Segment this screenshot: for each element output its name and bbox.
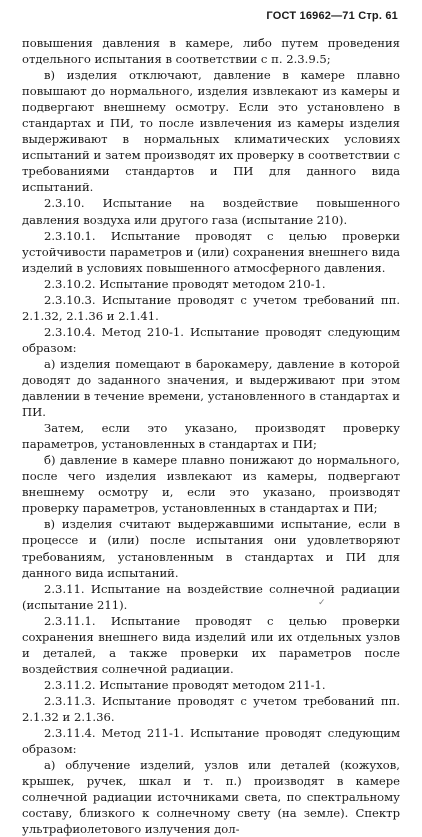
- paragraph: 2.3.11.1. Испытание проводят с целью проверки сохранения внешнего вида изделий или их отдельных узлов и деталей, а также проверки их параметров после воздействия солнечной радиации.: [22, 613, 400, 676]
- margin-mark: ✓: [318, 598, 326, 608]
- paragraph: Затем, если это указано, производят проверку параметров, установленных в стандартах и ПИ;: [22, 421, 400, 452]
- paragraph: 2.3.10.2. Испытание проводят методом 210-1.: [44, 276, 326, 291]
- paragraph: 2.3.10.1. Испытание проводят с целью проверки устойчивости параметров и (или) сохранения внешнего вида изделий в условиях повышенного атмосферного давления.: [22, 228, 400, 275]
- paragraph: в) изделия отключают, давление в камере плавно повышают до нормального, изделия извлекают из камеры и подвергают внешнему осмотру. Если это установлено в стандартах и ПИ, то после извлечения из камеры изделия выдерживают в нормальных климатических условиях испытаний и затем производят их проверку в соответствии с требованиями стандартов и ПИ для данного вида испытаний.: [22, 68, 400, 195]
- section-heading: 2.3.11. Испытание на воздействие солнечной радиации (испытание 211).: [22, 581, 400, 612]
- paragraph: 2.3.11.2. Испытание проводят методом 211-1.: [44, 677, 326, 692]
- paragraph: повышения давления в камере, либо путем проведения отдельного испытания в соответствии с п. 2.3.9.5;: [22, 36, 400, 67]
- document-body: [22, 35, 400, 837]
- paragraph: в) изделия считают выдержавшими испытание, если в процессе и (или) после испытания они удовлетворяют требованиям, установленным в стандартах и ПИ для данного вида испытаний.: [22, 517, 400, 580]
- section-heading: 2.3.10. Испытание на воздействие повышенного давления воздуха или другого газа (испытание 210).: [22, 196, 400, 227]
- page-header: ГОСТ 16962—71 Стр. 61: [266, 10, 398, 22]
- paragraph: б) давление в камере плавно понижают до нормального, после чего изделия извлекают из камеры, подвергают внешнему осмотру и, если это указано, производят проверку параметров, установленных в стандартах и ПИ;: [22, 453, 400, 516]
- method-heading: 2.3.11.4. Метод 211-1. Испытание проводят следующим образом:: [22, 726, 400, 757]
- paragraph: 2.3.10.3. Испытание проводят с учетом требований пп. 2.1.32, 2.1.36 и 2.1.41.: [22, 292, 400, 323]
- paragraph: а) изделия помещают в барокамеру, давление в которой доводят до заданного значения, и выдерживают при этом давлении в течение времени, установленного в стандартах и ПИ.: [22, 356, 400, 420]
- paragraph: 2.3.11.3. Испытание проводят с учетом требований пп. 2.1.32 и 2.1.36.: [22, 693, 400, 724]
- method-heading: 2.3.10.4. Метод 210-1. Испытание проводят следующим образом:: [22, 324, 400, 355]
- paragraph: а) облучение изделий, узлов или деталей (кожухов, крышек, ручек, шкал и т. п.) производят в камере солнечной радиации источниками света, по спектральному составу, близкого к солнечному свету (на земле). Спектр ультрафиолетового излучения дол-: [22, 758, 400, 837]
